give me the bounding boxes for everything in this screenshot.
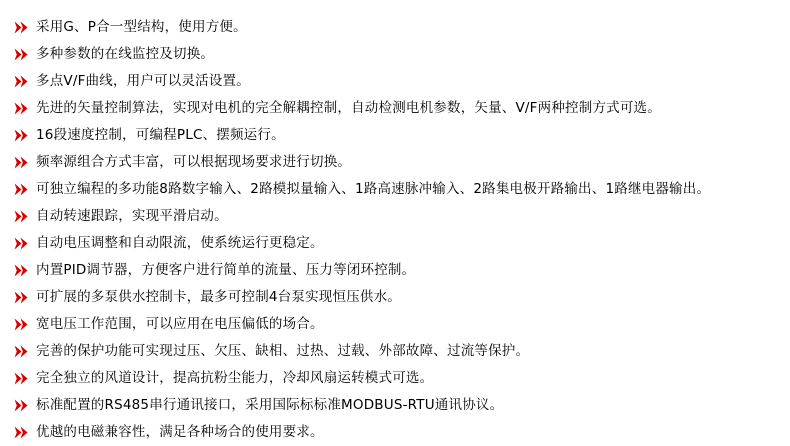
list-item — [0, 257, 790, 284]
list-item — [0, 392, 790, 419]
list-item — [0, 284, 790, 311]
red-double-chevron-icon — [14, 95, 36, 122]
list-item-text: 可扩展的多泵供水控制卡，最多可控制4台泵实现恒压供水。 — [36, 289, 401, 305]
red-double-chevron-icon — [14, 284, 36, 311]
list-item — [0, 203, 790, 230]
list-item-text: 完全独立的风道设计，提高抗粉尘能力，冷却风扇运转模式可选。 — [36, 370, 434, 386]
red-double-chevron-icon — [14, 230, 36, 257]
red-double-chevron-icon — [14, 122, 36, 149]
list-item-text: 多种参数的在线监控及切换。 — [36, 46, 215, 62]
list-item — [0, 311, 790, 338]
list-item — [0, 95, 790, 122]
list-item-text: 内置PID调节器，方便客户进行简单的流量、压力等闭环控制。 — [36, 262, 416, 278]
list-item — [0, 122, 790, 149]
list-item-text: 先进的矢量控制算法，实现对电机的完全解耦控制，自动检测电机参数，矢量、V/F两种控制方式可选。 — [36, 100, 661, 116]
list-item — [0, 14, 790, 41]
red-double-chevron-icon — [14, 149, 36, 176]
red-double-chevron-icon — [14, 41, 36, 68]
list-item-text: 采用G、P合一型结构，使用方便。 — [36, 19, 247, 35]
list-item — [0, 419, 790, 446]
list-item — [0, 176, 790, 203]
list-item-text: 多点V/F曲线，用户可以灵活设置。 — [36, 73, 250, 89]
list-item-text: 宽电压工作范围，可以应用在电压偏低的场合。 — [36, 316, 324, 332]
list-item-text: 可独立编程的多功能8路数字输入、2路模拟量输入、1路高速脉冲输入、2路集电极开路输出、1路继电器输出。 — [36, 181, 711, 197]
list-item — [0, 230, 790, 257]
red-double-chevron-icon — [14, 338, 36, 365]
list-item — [0, 338, 790, 365]
list-item — [0, 68, 790, 95]
list-item — [0, 41, 790, 68]
list-item-text: 完善的保护功能可实现过压、欠压、缺相、过热、过载、外部故障、过流等保护。 — [36, 343, 530, 359]
red-double-chevron-icon — [14, 203, 36, 230]
list-item-text: 优越的电磁兼容性，满足各种场合的使用要求。 — [36, 424, 324, 440]
list-item-text: 标准配置的RS485串行通讯接口，采用国际标标准MODBUS-RTU通讯协议。 — [36, 397, 504, 413]
red-double-chevron-icon — [14, 365, 36, 392]
red-double-chevron-icon — [14, 14, 36, 41]
red-double-chevron-icon — [14, 68, 36, 95]
red-double-chevron-icon — [14, 257, 36, 284]
list-item — [0, 365, 790, 392]
list-item-text: 自动电压调整和自动限流，使系统运行更稳定。 — [36, 235, 324, 251]
red-double-chevron-icon — [14, 419, 36, 446]
list-item-text: 16段速度控制，可编程PLC、摆频运行。 — [36, 127, 285, 143]
red-double-chevron-icon — [14, 176, 36, 203]
list-item-text: 自动转速跟踪，实现平滑启动。 — [36, 208, 228, 224]
red-double-chevron-icon — [14, 311, 36, 338]
red-double-chevron-icon — [14, 392, 36, 419]
list-item — [0, 149, 790, 176]
list-item-text: 频率源组合方式丰富，可以根据现场要求进行切换。 — [36, 154, 352, 170]
